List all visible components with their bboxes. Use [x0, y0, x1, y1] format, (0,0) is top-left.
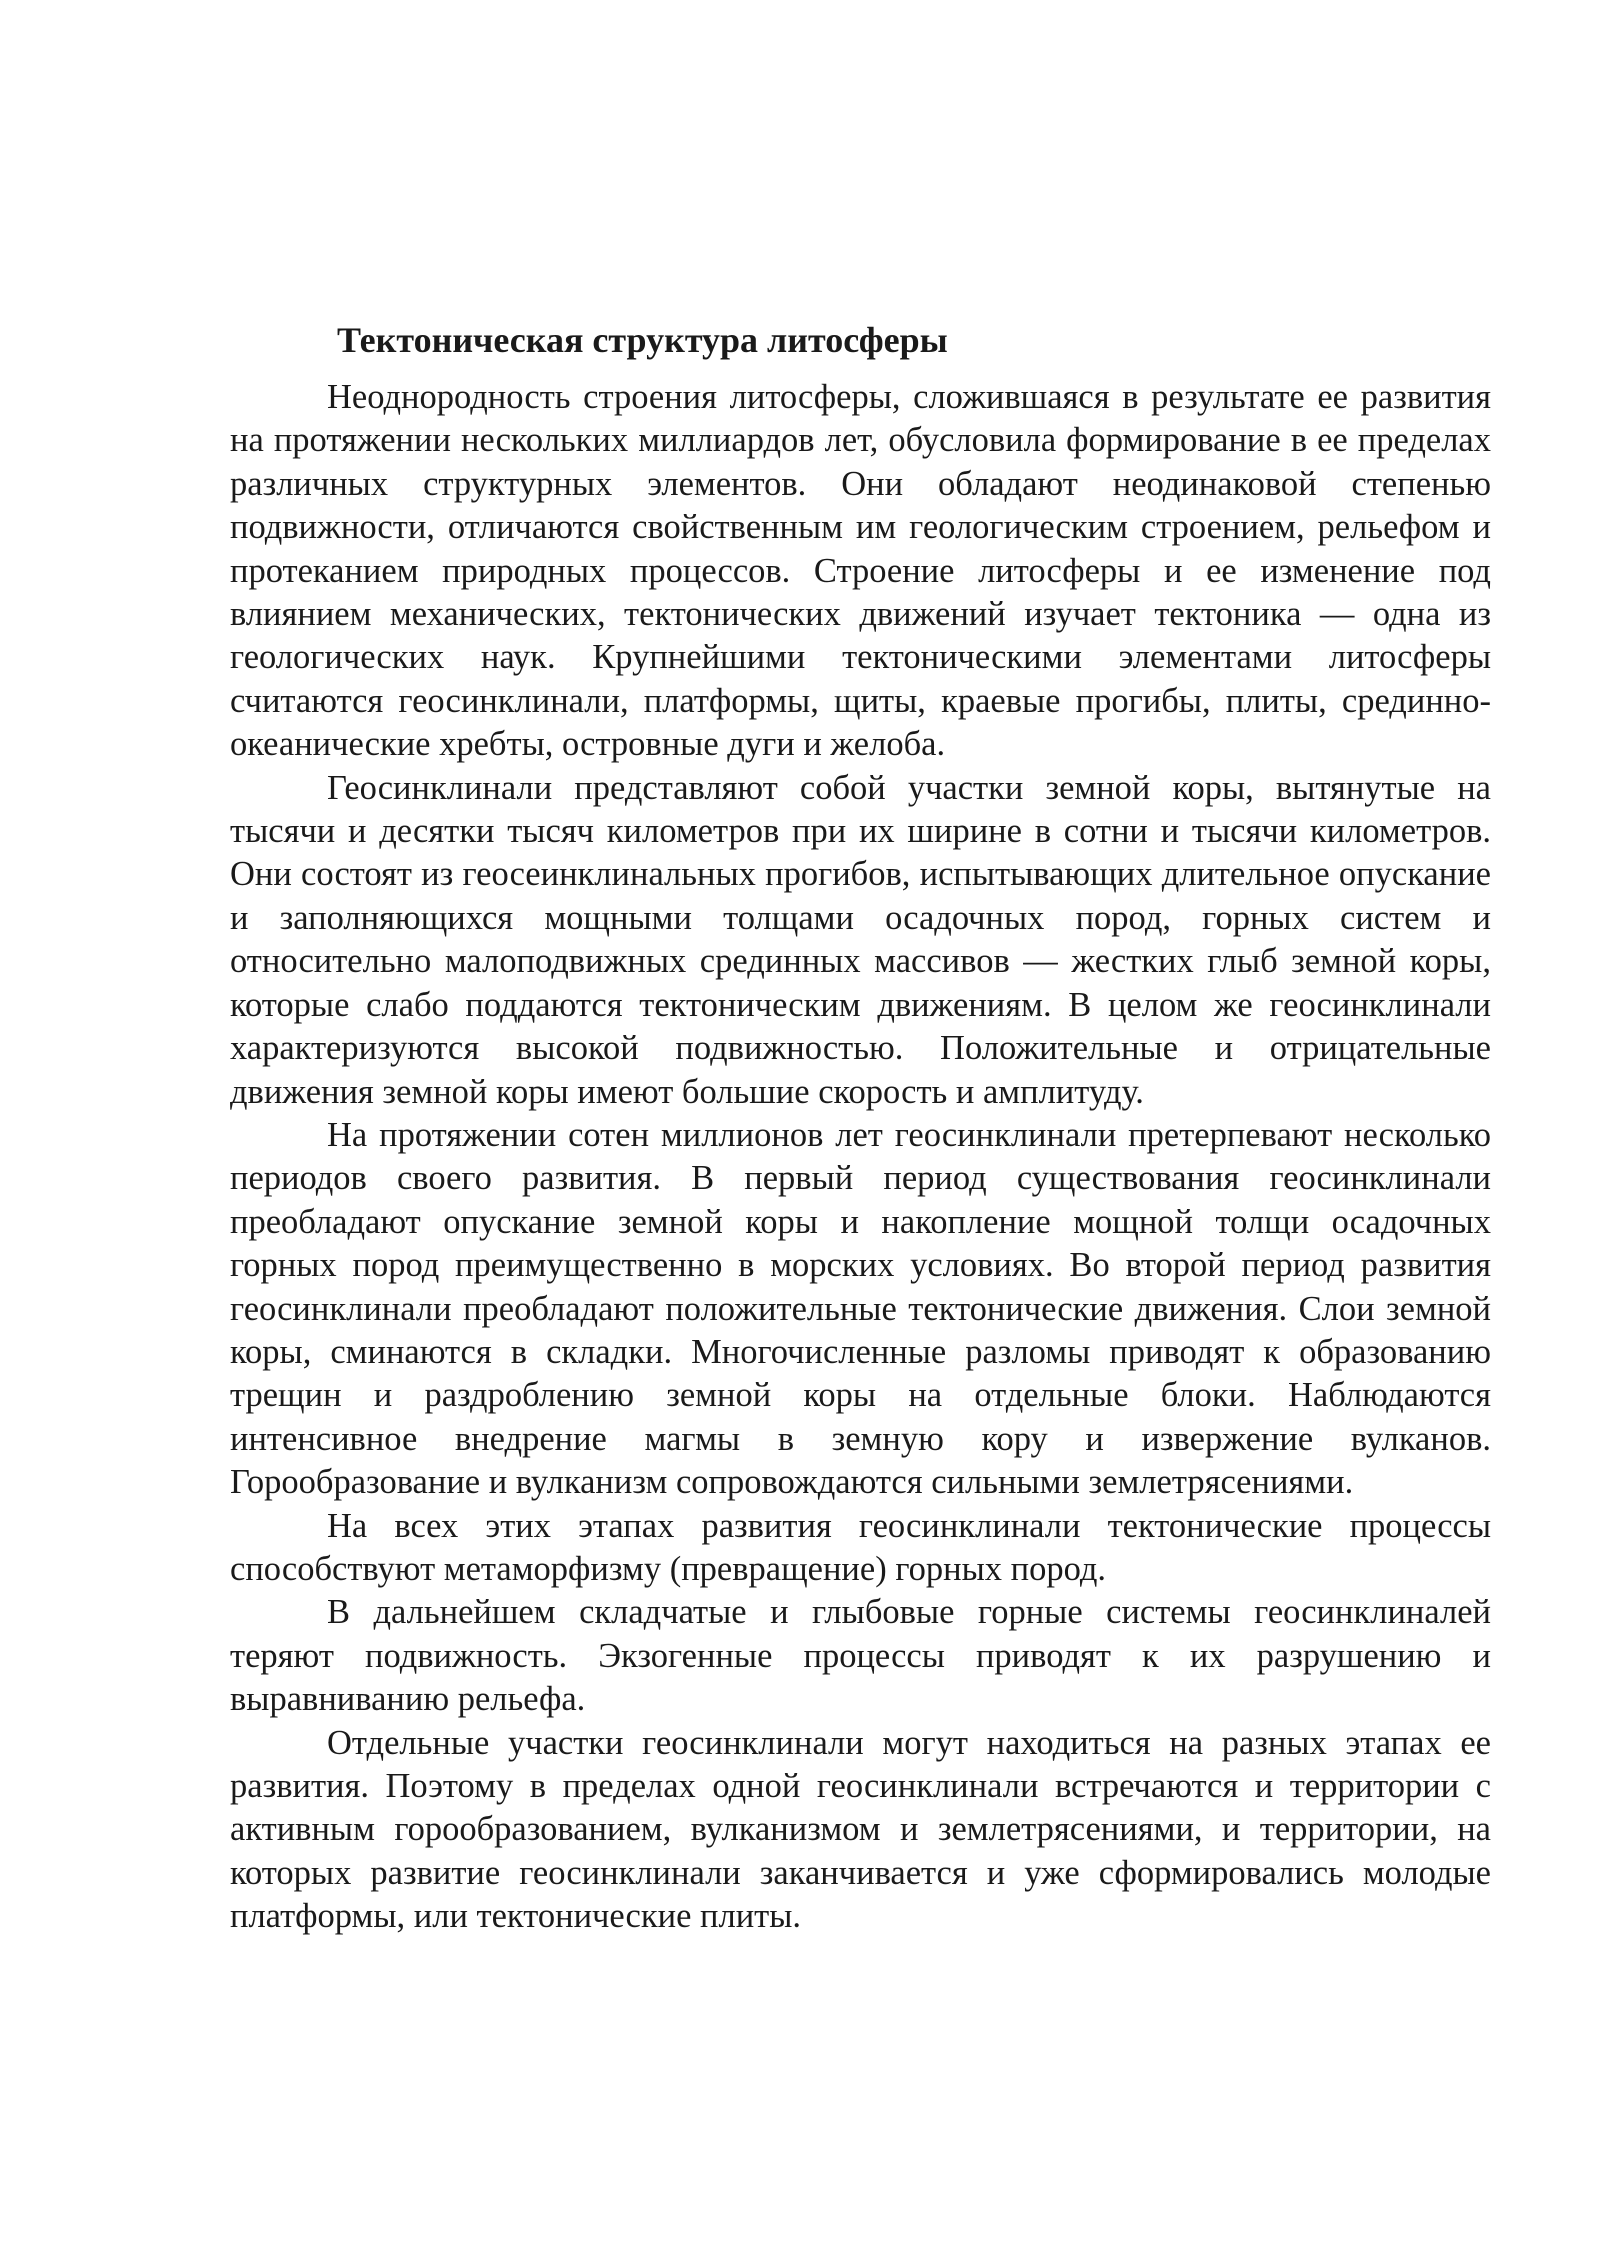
paragraph-metamorphism: На всех этих этапах развития геосинклинали тектонические процессы способствуют метаморфизму (превращение) горных пород.	[230, 1506, 1491, 1588]
paragraph-geosynclines: Геосинклинали представляют собой участки земной коры, вытянутые на тысячи и десятки тысяч километров при их ширине в сотни и тысячи километров. Они состоят из геосеинклинальных прогибов, испытывающих длительное опускание и заполняющихся мощными толщами осадочных пород, горных систем и относительно малоподвижных срединных массивов — жестких глыб земной коры, которые слабо поддаются тектоническим движениям. В целом же геосинклинали характеризуются высокой подвижностью. Положительные и отрицательные движения земной коры имеют большие скорость и амплитуду.	[230, 768, 1491, 1111]
paragraph-intro: Неоднородность строения литосферы, сложившаяся в результате ее развития на протяжении нескольких миллиардов лет, обусловила формирование в ее пределах различных структурных элементов. Они обладают неодинаковой степенью подвижности, отличаются свойственным им геологическим строением, рельефом и протеканием природных процессов. Строение литосферы и ее изменение под влиянием механических, тектонических движений изучает тектоника — одна из геологических наук. Крупнейшими тектоническими элементами литосферы считаются геосинклинали, платформы, щиты, краевые прогибы, плиты, срединно-океанические хребты, островные дуги и желоба.	[230, 378, 1491, 764]
paragraph-development-periods: На протяжении сотен миллионов лет геосинклинали претерпевают несколько периодов своего развития. В первый период существования геосинклинали преобладают опускание земной коры и накопление мощной толщи осадочных горных пород преимущественно в морских условиях. Во второй период развития геосинклинали преобладают положительные тектонические движения. Слои земной коры, сминаются в складки. Многочисленные разломы приводят к образованию трещин и раздроблению земной коры на отдельные блоки. Наблюдаются интенсивное внедрение магмы в земную кору и извержение вулканов. Горообразование и вулканизм сопровождаются сильными землетрясениями.	[230, 1115, 1491, 1502]
document-title: Тектоническая структура литосферы	[337, 320, 948, 360]
paragraph-erosion: В дальнейшем складчатые и глыбовые горные системы геосинклиналей теряют подвижность. Экзогенные процессы приводят к их разрушению и выравниванию рельефа.	[230, 1593, 1491, 1719]
document-body	[230, 318, 1491, 1939]
paragraph-stages: Отдельные участки геосинклинали могут находиться на разных этапах ее развития. Поэтому в пределах одной геосинклинали встречаются и территории с активным горообразованием, вулканизмом и землетрясениями, и территории, на которых развитие геосинклинали заканчивается и уже сформировались молодые платформы, или тектонические плиты.	[230, 1723, 1491, 1936]
